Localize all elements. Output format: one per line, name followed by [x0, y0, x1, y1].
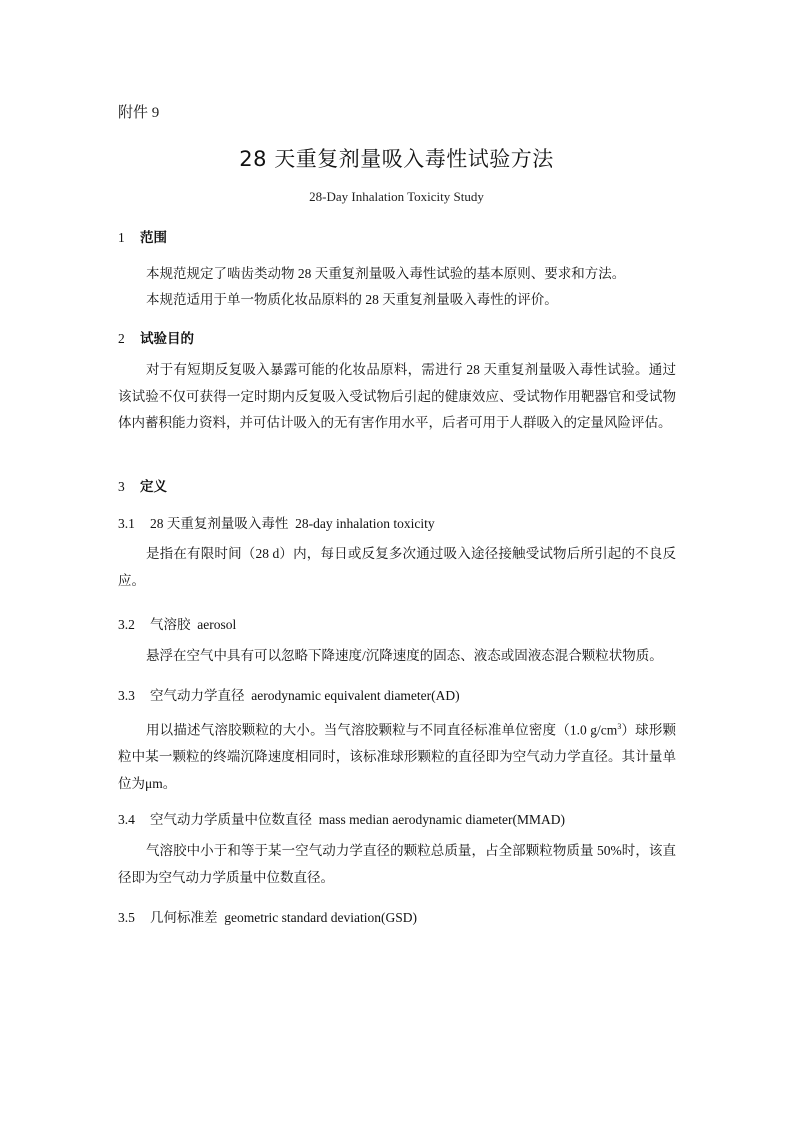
scope-line-1: 本规范规定了啮齿类动物 28 天重复剂量吸入毒性试验的基本原则、要求和方法。 [146, 266, 626, 281]
section-number: 3 [118, 479, 125, 494]
definition-3-1-heading [118, 512, 435, 532]
section-title: 试验目的 [140, 331, 194, 347]
section-title: 范围 [140, 230, 167, 246]
definition-term-en: mass median aerodynamic diameter(MMAD) [318, 812, 566, 827]
definition-number: 3.4 [118, 812, 135, 827]
scope-line-2: 本规范适用于单一物质化妆品原料的 28 天重复剂量吸入毒性的评价。 [146, 292, 558, 307]
superscript: 3 [617, 722, 622, 731]
section-number: 2 [118, 331, 125, 346]
paragraph-text: ）球形颗粒中某一颗粒的终端沉降速度相同时，该标准球形颗粒的直径即为空气动力学直径。其计量单位为μm。 [118, 722, 677, 791]
definition-term-en: geometric standard deviation(GSD) [224, 910, 417, 925]
definition-3-5-heading [118, 906, 417, 926]
definition-number: 3.5 [118, 910, 135, 925]
purpose-paragraph: 对于有短期反复吸入暴露可能的化妆品原料，需进行 28 天重复剂量吸入毒性试验。通过该试验不仅可获得一定时期内反复吸入受试物后引起的健康效应、受试物作用靶器官和受试物体内蓄积能力资料，并可估计吸入的无有害作用水平，后者可用于人群吸入的定量风险评估。 [118, 362, 676, 430]
document-title: 28 天重复剂量吸入毒性试验方法 [239, 147, 554, 171]
definition-term-cn: 28 天重复剂量吸入毒性 [150, 516, 289, 531]
definition-term-en: 28-day inhalation toxicity [295, 516, 435, 531]
definition-3-2-paragraph: 悬浮在空气中具有可以忽略下降速度/沉降速度的固态、液态或固液态混合颗粒状物质。 [146, 648, 663, 663]
attachment-label: 附件 9 [118, 105, 160, 121]
paragraph-text: 用以描述气溶胶颗粒的大小。当气溶胶颗粒与不同直径标准单位密度（1.0 g/cm [146, 722, 618, 738]
definition-number: 3.1 [118, 516, 135, 531]
definition-3-4-heading [118, 808, 565, 828]
definition-term-en: aerodynamic equivalent diameter(AD) [251, 688, 460, 703]
section-1-heading [118, 226, 167, 246]
definition-number: 3.3 [118, 688, 135, 703]
section-number: 1 [118, 230, 125, 245]
section-title: 定义 [140, 479, 167, 495]
definition-3-3-paragraph [118, 714, 676, 797]
definition-3-3-heading [118, 684, 460, 704]
definition-number: 3.2 [118, 617, 135, 632]
definition-term-cn: 空气动力学质量中位数直径 [150, 812, 312, 827]
definition-3-4-paragraph: 气溶胶中小于和等于某一空气动力学直径的颗粒总质量，占全部颗粒物质量 50%时，该直径即为空气动力学质量中位数直径。 [118, 843, 676, 885]
definition-term-cn: 几何标准差 [150, 910, 218, 925]
definition-term-en: aerosol [197, 617, 237, 632]
document-subtitle: 28-Day Inhalation Toxicity Study [309, 189, 484, 204]
section-2-heading [118, 327, 194, 347]
definition-term-cn: 气溶胶 [150, 617, 191, 632]
definition-3-2-heading [118, 613, 236, 633]
definition-3-1-paragraph: 是指在有限时间（28 d）内，每日或反复多次通过吸入途径接触受试物后所引起的不良反应。 [118, 546, 676, 588]
definition-term-cn: 空气动力学直径 [150, 688, 245, 703]
section-3-heading [118, 475, 167, 495]
